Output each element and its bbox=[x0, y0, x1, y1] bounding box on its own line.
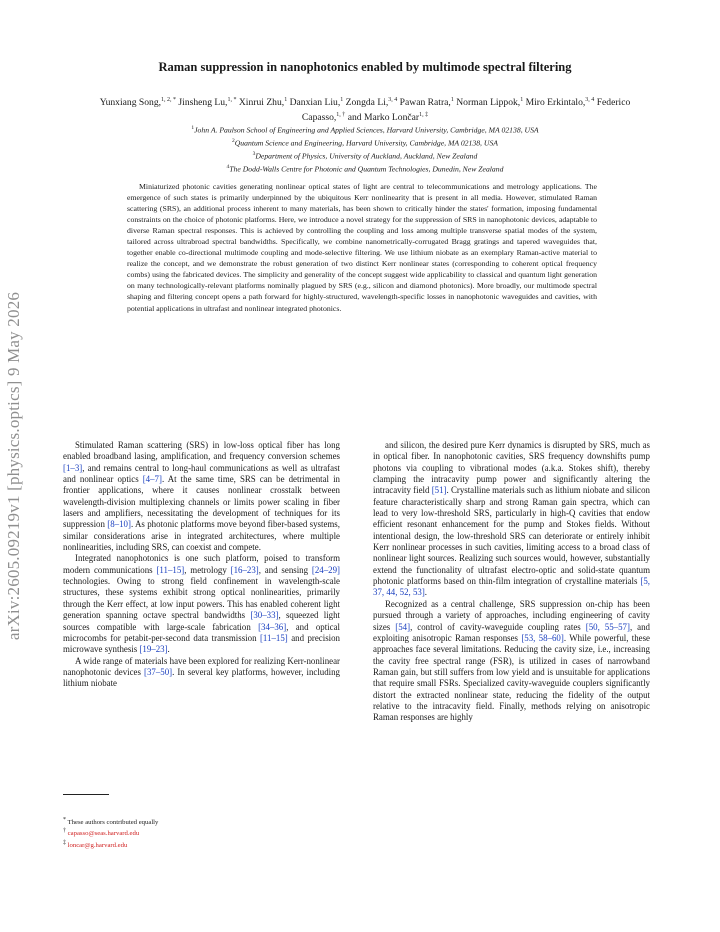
author-name: Federico Capasso, bbox=[301, 97, 631, 124]
affiliation-number: 2 bbox=[231, 137, 235, 144]
affil-numbers: 1, 2, bbox=[161, 97, 174, 103]
affil-numbers: 3, 4 bbox=[585, 97, 595, 103]
citation: [34–36] bbox=[258, 621, 287, 632]
body-column-right bbox=[373, 440, 650, 724]
body-column-left bbox=[63, 440, 340, 690]
text-run: , and exploiting anisotropic Raman responses bbox=[373, 621, 650, 643]
text-run: . As photonic platforms move beyond fiber-based systems, similar considerations arise in integrated architectures, where multiple nonlinearities, including SRS, can coexist and compete. bbox=[63, 519, 340, 553]
text-run: . While powerful, these approaches face several limitations. Reducing the cavity size, i.e., increasing the cavity free spectral range (FSR), is utilized in cases of narrowband Raman gain, but still suffers from low yield and is unsuitable for applications that require small FSRs. Specialized cavity-waveguide couplers significantly distort the extracted nonlinear state, reducing the fidelity of the output relative to the intracavity field. Finally, methods relying on anisotropic Raman responses are highly bbox=[373, 632, 650, 723]
author-affil-marks bbox=[336, 112, 345, 118]
author bbox=[346, 97, 398, 108]
author bbox=[290, 97, 344, 108]
affiliation-number: 4 bbox=[226, 163, 230, 170]
email-address: loncar@g.harvard.edu bbox=[67, 841, 128, 849]
citation: [16–23] bbox=[230, 564, 259, 575]
author-name: and Marko Lončar bbox=[347, 112, 420, 124]
affiliation-number: 1 bbox=[191, 125, 195, 131]
author-affil-marks bbox=[161, 97, 176, 103]
author bbox=[348, 112, 428, 123]
author bbox=[100, 97, 176, 108]
author-affil-marks bbox=[451, 97, 454, 103]
citation: [30–33] bbox=[250, 610, 279, 621]
abstract: Miniaturized photonic cavities generating nonlinear optical states of light are central to telecommunications and metrology applications. The emergence of such states is primarily underpinned by the ubiquitous Kerr nonlinearity that is present in all media. However, stimulated Raman scattering (SRS), an additional process inherent to many materials, has been shown to critically hinder the states' formation, imposing fundamental constraints on the choice of photonic platforms. Here, we introduce a novel strategy for the suppression of SRS in nanophotonic devices, adaptable to diverse Raman spectral responses. This is achieved by controlling the coupling and loss among multiple transverse spatial modes of the system, tailored across ultrabroad spectral bandwidths. Specifically, we combine nanometrically-corrugated Bragg gratings and tapered waveguides that, together enable co-directional multimode coupling and mode-selective filtering. We use lithium niobate as an exemplary Raman-active material to realize the concept, and we demonstrate the robust generation of two distinct Kerr nonlinear states (corresponding to coherent optical frequency combs) using the fabricated devices. The simplicity and generality of the concept suggest wide applicability to classical and quantum light generation on many technologically-relevant platforms nominally plagued by SRS (e.g., silicon and diamond photonics). More broadly, our multimode spectral shaping and filtering concept opens a path forward for highly-structured, wavelength-specific losses in nanophotonic waveguides and cavities, with potential applications in ultrafast and nonlinear integrated photonics. bbox=[127, 182, 597, 313]
email-address: capasso@seas.harvard.edu bbox=[67, 830, 140, 838]
footnote bbox=[63, 839, 343, 850]
text-run: and precision microwave synthesis bbox=[63, 632, 340, 655]
arxiv-identifier-text: arXiv:2605.09219v1 [physics.optics] 9 May 2026 bbox=[4, 291, 23, 641]
text-run: , and optical microcombs for petabit-per-second data transmission bbox=[63, 621, 340, 643]
affil-numbers: 1 bbox=[284, 97, 288, 103]
author bbox=[239, 97, 287, 108]
citation: [19–23] bbox=[139, 644, 168, 655]
author-name: Norman Lippok, bbox=[456, 97, 521, 109]
author-affil-marks bbox=[388, 97, 397, 103]
citation: [54] bbox=[395, 621, 411, 632]
text-run: , control of cavity-waveguide coupling rates bbox=[410, 621, 586, 632]
affiliation bbox=[60, 123, 670, 136]
author-affil-marks bbox=[585, 97, 594, 103]
author-name: Danxian Liu, bbox=[289, 97, 341, 109]
author bbox=[178, 97, 236, 108]
author-name: Yunxiang Song, bbox=[99, 97, 162, 109]
text-run: . At the same time, SRS can be detrimental in frontier applications, where it causes nonlinear crosstalk between wavelength-division multiplexing channels or limits power scaling in fiber lasers and amplifiers, necessitating the development of techniques for its suppression bbox=[63, 474, 340, 530]
author bbox=[526, 97, 595, 108]
affiliation-text: Department of Physics, University of Auckland, Auckland, New Zealand bbox=[255, 151, 478, 161]
text-run: Integrated nanophotonics is one such platform, poised to transform modern communications bbox=[63, 553, 340, 575]
paper-title: Raman suppression in nanophotonics enabled by multimode spectral filtering bbox=[158, 60, 572, 74]
paragraph bbox=[373, 440, 650, 599]
citation: [24–29] bbox=[311, 564, 340, 575]
citation: [51] bbox=[431, 485, 447, 496]
paragraph bbox=[373, 599, 650, 724]
author-affil-marks bbox=[284, 97, 287, 103]
footnote-text: These authors contributed equally bbox=[67, 819, 159, 827]
citation: [1–3] bbox=[63, 462, 83, 473]
affil-numbers: 1, bbox=[419, 112, 426, 119]
citation: [53, 58–60] bbox=[521, 632, 564, 643]
paragraph bbox=[63, 656, 340, 690]
author-list bbox=[80, 94, 650, 124]
author-affil-marks bbox=[419, 112, 428, 118]
author-note-mark: † bbox=[342, 112, 346, 119]
affiliation-text: The Dodd-Walls Centre for Photonic and Quantum Technologies, Dunedin, New Zealand bbox=[229, 164, 504, 174]
citation: [4–7] bbox=[142, 474, 162, 485]
affiliation-list bbox=[60, 123, 670, 175]
author-name: Miro Erkintalo, bbox=[525, 97, 586, 109]
citation: [8–10] bbox=[107, 519, 131, 530]
text-run: . Crystalline materials such as lithium niobate and silicon feature characteristically sharp and strong Raman gain spectra, which can lead to very low-threshold SRS, particularly in high-Q cavities that endow efficient resonant enhancement for the pump and Stokes fields. Without intentional design, the low-threshold SRS can deteriorate or entirely inhibit Kerr nonlinear processes in such cavities, limiting access to a broad class of nonlinear light sources. Realizing such sources would, however, substantially extend the functionality of ultrafast electro-optic and solid-state quantum photonic platforms based on thin-film integration of crystalline materials bbox=[373, 485, 650, 587]
affiliation bbox=[60, 149, 670, 162]
citation: [37–50] bbox=[143, 666, 173, 677]
author-affil-marks bbox=[520, 97, 523, 103]
affiliation bbox=[60, 162, 670, 175]
affiliation-number: 3 bbox=[252, 150, 256, 157]
footnote bbox=[63, 827, 343, 838]
text-run: , metrology bbox=[184, 564, 231, 575]
affil-numbers: 1, bbox=[227, 97, 234, 103]
footnote-divider bbox=[63, 794, 109, 795]
text-run: and silicon, the desired pure Kerr dynamics is disrupted by SRS, much as in optical fiber. In nanophotonic cavities, SRS frequency downshifts pump photons via coupling to vibrational modes (a.k.a. Stokes shift), thereby clamping the intracavity pump power and significantly altering the intracavity field bbox=[373, 440, 650, 496]
text-run: technologies. Owing to strong field confinement in wavelength-scale structures, these systems exhibit strong optical nonlinearities, primarily through the Kerr effect, at low input powers. This has enabled coherent light generation spanning octave spectral bandwidths bbox=[63, 576, 340, 621]
affiliation-text: Quantum Science and Engineering, Harvard University, Cambridge, MA 02138, USA bbox=[234, 138, 498, 148]
author-note-mark: * bbox=[173, 97, 177, 103]
affiliation bbox=[60, 136, 670, 149]
author-name: Jinsheng Lu, bbox=[178, 97, 228, 109]
affil-numbers: 1, bbox=[336, 112, 343, 119]
text-run: Recognized as a central challenge, SRS suppression on-chip has been pursued through a variety of approaches, including engineering of cavity sizes bbox=[373, 598, 650, 632]
affil-numbers: 3, 4 bbox=[388, 97, 398, 103]
affil-numbers: 1 bbox=[520, 97, 524, 103]
text-run: , and sensing bbox=[258, 564, 312, 575]
author-name: Zongda Li, bbox=[345, 97, 389, 109]
author-name: Xinrui Zhu, bbox=[238, 97, 285, 109]
affil-numbers: 1 bbox=[450, 97, 454, 103]
paragraph bbox=[63, 553, 340, 655]
affil-numbers: 1 bbox=[340, 97, 344, 103]
paragraph bbox=[63, 440, 340, 553]
author-affil-marks bbox=[227, 97, 236, 103]
text-run: , squeezed light sources compatible with large-scale fabrication bbox=[63, 610, 340, 632]
author-affil-marks bbox=[340, 97, 343, 103]
author bbox=[400, 97, 454, 108]
footnote-mark: ‡ bbox=[63, 839, 66, 846]
author-name: Pawan Ratra, bbox=[399, 97, 451, 109]
text-run: , and remains central to long-haul communications as well as ultrafast and nonlinear optics bbox=[63, 462, 340, 485]
text-run: A wide range of materials have been explored for realizing Kerr-nonlinear nanophotonic devices bbox=[63, 655, 340, 677]
text-run: . bbox=[424, 587, 427, 598]
footnote bbox=[63, 816, 343, 827]
text-run: . bbox=[167, 644, 170, 655]
author bbox=[456, 97, 523, 108]
citation: [50, 55–57] bbox=[585, 621, 630, 632]
affiliation-text: John A. Paulson School of Engineering and Applied Sciences, Harvard University, Cambridge, MA 02138, USA bbox=[194, 125, 539, 135]
text-run: . In several key platforms, however, including lithium niobate bbox=[63, 666, 340, 689]
author-note-mark: ‡ bbox=[425, 112, 429, 119]
footnote-mark: * bbox=[63, 817, 66, 823]
citation: [11–15] bbox=[259, 632, 288, 643]
text-run: Stimulated Raman scattering (SRS) in low-loss optical fiber has long enabled broadband lasing, amplification, and frequency conversion schemes bbox=[63, 440, 340, 462]
author-note-mark: * bbox=[233, 97, 237, 103]
citation: [5, 37, 44, 52, 53] bbox=[373, 576, 650, 598]
footnote-mark: † bbox=[63, 828, 66, 835]
citation: [11–15] bbox=[156, 564, 185, 575]
footnotes bbox=[63, 816, 343, 850]
